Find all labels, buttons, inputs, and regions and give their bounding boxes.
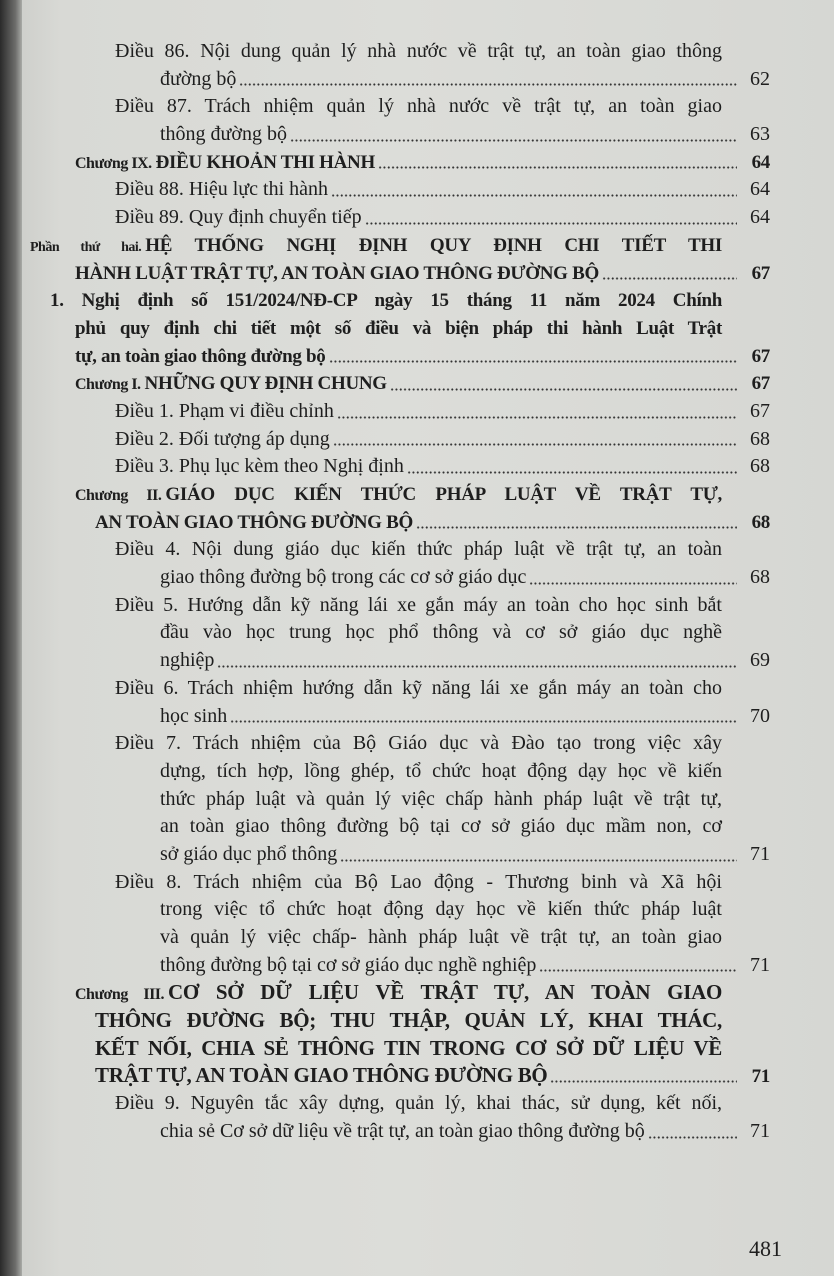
entry-page-number: 64 [751,151,770,173]
entry-text: NHỮNG QUY ĐỊNH CHUNG [144,373,387,395]
entry-text: THÔNG ĐƯỜNG BỘ; THU THẬP, QUẢN LÝ, KHAI THÁC, [95,1008,722,1033]
entry-text: Điều 88. Hiệu lực thi hành [115,178,329,201]
entry-text: Điều 1. Phạm vi điều chỉnh [115,399,334,422]
entry-text: TRẬT TỰ, AN TOÀN GIAO THÔNG ĐƯỜNG BỘ [95,1063,548,1088]
entry-text: KẾT NỐI, CHIA SẺ THÔNG TIN TRONG CƠ SỞ DỮ LIỆU VỀ [95,1035,722,1060]
entry-page-number: 68 [750,566,770,589]
dot-leader [407,471,737,474]
entry-text: ĐIỀU KHOẢN THI HÀNH [155,151,375,173]
table-of-contents [0,38,834,1146]
entry-text: Điều 8. Trách nhiệm của Bộ Lao động - Thương binh và Xã hội [115,870,722,893]
toc-line [0,1007,834,1035]
toc-entry-article [0,1090,834,1145]
toc-line [0,1062,834,1090]
toc-line [0,204,834,232]
entry-page-number: 68 [751,511,770,533]
toc-line [0,149,834,177]
dot-leader [390,388,737,391]
dot-leader [239,83,737,86]
toc-entry-chapter [0,979,834,1090]
toc-line [0,592,834,620]
entry-page-number: 71 [750,842,770,865]
entry-page-number: 69 [750,649,770,672]
entry-page-number: 70 [750,704,770,727]
entry-text: Điều 7. Trách nhiệm của Bộ Giáo dục và Đào tạo trong việc xây [115,732,722,755]
toc-line [0,786,834,814]
toc-line [0,924,834,952]
toc-entry-article [0,398,834,426]
entry-text: thông đường bộ [160,123,287,146]
dot-leader [331,194,737,197]
entry-text: HỆ THỐNG NGHỊ ĐỊNH QUY ĐỊNH CHI TIẾT THI [145,234,722,256]
toc-line [0,370,834,398]
entry-text: nghiệp [160,649,215,672]
toc-line [0,121,834,149]
toc-line [0,1035,834,1063]
toc-line [0,66,834,94]
entry-page-number: 68 [750,427,770,450]
toc-line [0,232,834,260]
entry-text: đường bộ [160,67,237,90]
entry-text: giao thông đường bộ trong các cơ sở giáo dục [160,566,527,589]
entry-page-number: 64 [750,206,770,229]
toc-line [0,619,834,647]
entry-text: đầu vào học trung học phổ thông và cơ sở giáo dục nghề [160,621,722,644]
toc-entry-article [0,869,834,980]
toc-entry-article [0,426,834,454]
entry-text: AN TOÀN GIAO THÔNG ĐƯỜNG BỘ [95,511,413,533]
toc-line [0,896,834,924]
toc-line [0,398,834,426]
toc-line [0,260,834,288]
entry-prefix: Chương III. [75,986,165,1004]
entry-prefix: Phần thứ hai. [30,239,142,255]
entry-text: học sinh [160,704,228,727]
entry-text: Điều 3. Phụ lục kèm theo Nghị định [115,455,404,478]
page-number: 481 [749,1236,782,1261]
dot-leader [550,1080,737,1083]
toc-line [0,509,834,537]
toc-entry-decree [0,287,834,370]
entry-text: Điều 6. Trách nhiệm hướng dẫn kỹ năng lái xe gắn máy an toàn cho [115,676,722,699]
entry-text: dựng, tích hợp, lồng ghép, tổ chức hoạt động dạy học về kiến [160,759,722,782]
toc-line [0,730,834,758]
toc-entry-chapter [0,149,834,177]
toc-line [0,564,834,592]
toc-entry-article [0,675,834,730]
entry-text: sở giáo dục phổ thông [160,842,338,865]
toc-line [0,176,834,204]
dot-leader [337,416,737,419]
entry-text: Điều 89. Quy định chuyển tiếp [115,206,362,229]
toc-line [0,758,834,786]
entry-text: thức pháp luật và quản lý việc chấp hành pháp luật về trật tự, [160,787,722,810]
dot-leader [365,222,737,225]
toc-entry-article [0,204,834,232]
dot-leader [529,582,737,585]
entry-text: Điều 86. Nội dung quản lý nhà nước về trật tự, an toàn giao thông [115,40,722,62]
toc-entry-part [0,232,834,287]
toc-line [0,481,834,509]
toc-line [0,675,834,703]
toc-entry-article [0,730,834,868]
toc-entry-article [0,93,834,148]
toc-entry-chapter [0,481,834,536]
toc-line [0,813,834,841]
entry-text: CƠ SỞ DỮ LIỆU VỀ TRẬT TỰ, AN TOÀN GIAO [168,980,722,1005]
entry-text: phủ quy định chi tiết một số điều và biện pháp thi hành Luật Trật [75,317,722,339]
toc-line [0,703,834,731]
dot-leader [539,969,737,972]
toc-line [0,647,834,675]
entry-page-number: 67 [750,399,770,422]
entry-text: trong việc tổ chức hoạt động dạy học về kiến thức pháp luật [160,898,722,921]
toc-entry-article [0,453,834,481]
toc-entry-article [0,592,834,675]
entry-text: Điều 87. Trách nhiệm quản lý nhà nước về trật tự, an toàn giao [115,95,722,118]
entry-text: an toàn giao thông đường bộ tại cơ sở giáo dục mầm non, cơ [160,815,722,838]
entry-text: GIÁO DỤC KIẾN THỨC PHÁP LUẬT VỀ TRẬT TỰ, [165,484,722,505]
entry-prefix: Chương IX. [75,154,152,172]
toc-line [0,426,834,454]
dot-leader [340,859,737,862]
toc-line [0,38,834,66]
entry-page-number: 68 [750,455,770,478]
dot-leader [378,166,737,169]
dot-leader [230,720,737,723]
entry-text: Điều 5. Hướng dẫn kỹ năng lái xe gắn máy an toàn cho học sinh bắt [115,593,722,616]
entry-page-number: 71 [750,953,770,976]
entry-page-number: 71 [751,1066,770,1088]
entry-text: 1. Nghị định số 151/2024/NĐ-CP ngày 15 tháng 11 năm 2024 Chính [50,290,722,312]
toc-line [0,841,834,869]
toc-line [0,93,834,121]
entry-page-number: 67 [751,345,770,367]
dot-leader [217,665,737,668]
entry-page-number: 71 [750,1119,770,1142]
toc-line [0,343,834,371]
toc-line [0,869,834,897]
entry-prefix: Chương I. [75,376,141,394]
entry-text: thông đường bộ tại cơ sở giáo dục nghề nghiệp [160,953,537,976]
toc-line [0,287,834,315]
dot-leader [329,360,737,363]
dot-leader [602,277,737,280]
toc-entry-chapter [0,370,834,398]
entry-page-number: 63 [750,123,770,146]
toc-line [0,1090,834,1118]
toc-line [0,1118,834,1146]
toc-line [0,453,834,481]
entry-text: tự, an toàn giao thông đường bộ [75,345,326,367]
dot-leader [416,526,737,529]
entry-text: Điều 9. Nguyên tắc xây dựng, quản lý, khai thác, sử dụng, kết nối, [115,1092,722,1115]
entry-text: chia sẻ Cơ sở dữ liệu về trật tự, an toàn giao thông đường bộ [160,1119,645,1142]
toc-entry-article [0,38,834,93]
toc-line [0,952,834,980]
entry-text: Điều 2. Đối tượng áp dụng [115,427,330,450]
toc-entry-article [0,536,834,591]
entry-text: và quản lý việc chấp- hành pháp luật về trật tự, an toàn giao [160,926,722,948]
entry-text: Điều 4. Nội dung giáo dục kiến thức pháp luật về trật tự, an toàn [115,538,722,561]
toc-entry-article [0,176,834,204]
dot-leader [648,1136,737,1139]
entry-text: HÀNH LUẬT TRẬT TỰ, AN TOÀN GIAO THÔNG ĐƯỜNG BỘ [75,262,599,284]
toc-line [0,979,834,1007]
entry-prefix: Chương II. [75,487,162,504]
dot-leader [290,139,737,142]
entry-page-number: 64 [750,178,770,201]
toc-line [0,536,834,564]
entry-page-number: 62 [750,67,770,90]
entry-page-number: 67 [751,373,770,395]
entry-page-number: 67 [751,262,770,284]
toc-line [0,315,834,343]
dot-leader [333,443,737,446]
